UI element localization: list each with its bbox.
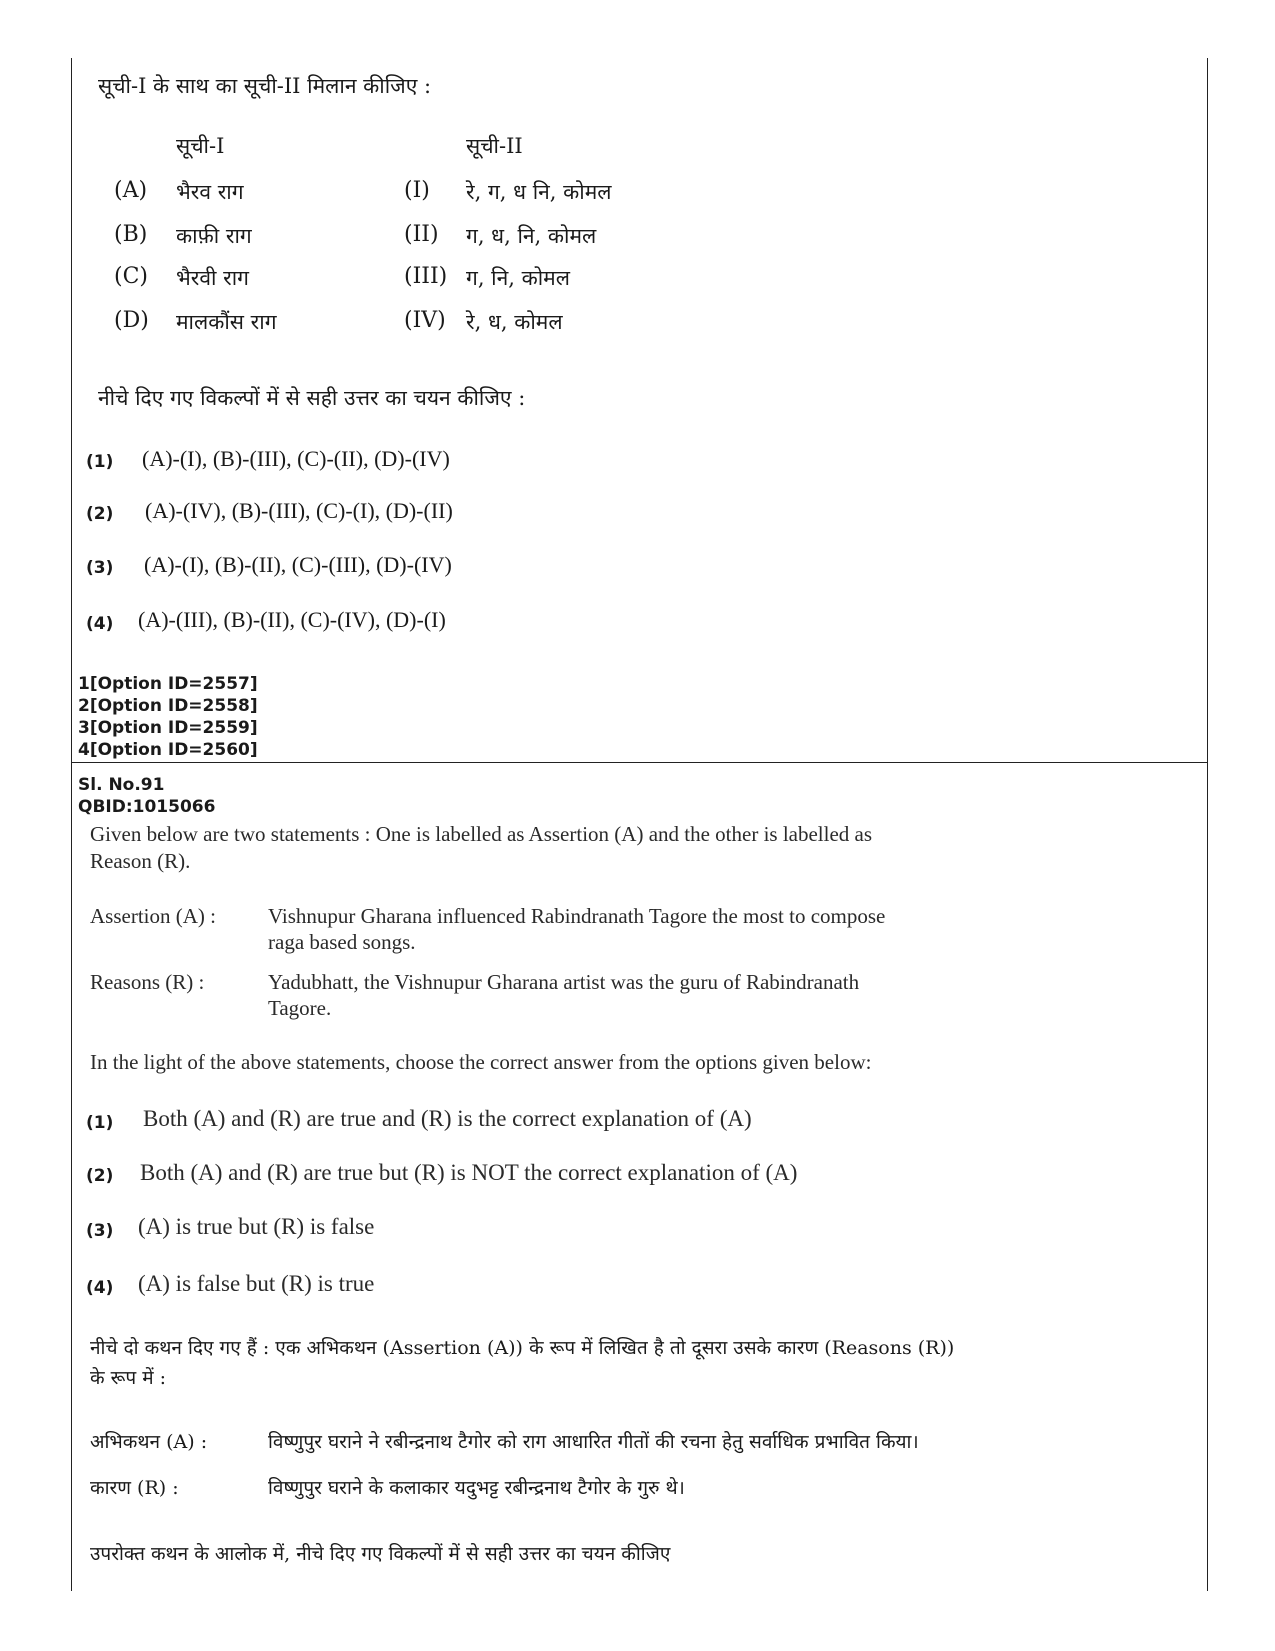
assertion-line1: Vishnupur Gharana influenced Rabindranath Tagore the most to compose [268, 904, 886, 928]
left-border [71, 58, 72, 1591]
option-number: (3) [86, 1221, 114, 1241]
list2-text: रे, ग, ध नि, कोमल [466, 180, 612, 204]
hindi-choose-text: उपरोक्त कथन के आलोक में, नीचे दिए गए विकल्पों में से सही उत्तर का चयन कीजिए [90, 1543, 671, 1565]
reason-line2: Tagore. [268, 996, 332, 1020]
list1-text: काफ़ी राग [176, 224, 252, 248]
option-number: (4) [86, 614, 114, 634]
option-text[interactable]: Both (A) and (R) are true and (R) is the correct explanation of (A) [143, 1106, 752, 1131]
question-separator [71, 762, 1208, 763]
hindi-intro-line2: के रूप में : [90, 1367, 167, 1389]
option-id: 1[Option ID=2557] [78, 674, 258, 694]
option-text[interactable]: (A)-(III), (B)-(II), (C)-(IV), (D)-(I) [138, 607, 446, 632]
reason-line1: Yadubhatt, the Vishnupur Gharana artist was the guru of Rabindranath [268, 970, 860, 994]
option-number: (4) [86, 1278, 114, 1298]
assertion-line2: raga based songs. [268, 930, 416, 954]
assertion-label: Assertion (A) : [90, 904, 216, 928]
option-number: (1) [86, 1113, 114, 1133]
list1-label: (C) [114, 264, 148, 289]
list2-text: ग, नि, कोमल [466, 266, 570, 290]
hindi-assertion-text: विष्णुपुर घराने ने रबीन्द्रनाथ टैगोर को राग आधारित गीतों की रचना हेतु सर्वाधिक प्रभावित किया। [268, 1431, 919, 1453]
list2-label: (I) [404, 178, 430, 203]
q90-choose-text: नीचे दिए गए विकल्पों में से सही उत्तर का चयन कीजिए : [98, 386, 526, 410]
option-text[interactable]: (A) is false but (R) is true [138, 1271, 375, 1296]
hindi-reason-label: कारण (R) : [90, 1477, 179, 1499]
list2-label: (III) [404, 264, 448, 289]
option-number: (2) [86, 1166, 114, 1186]
option-text[interactable]: (A)-(IV), (B)-(III), (C)-(I), (D)-(II) [145, 498, 453, 523]
list1-header: सूची-I [176, 134, 225, 158]
option-id: 4[Option ID=2560] [78, 740, 258, 760]
list2-text: ग, ध, नि, कोमल [466, 224, 597, 248]
serial-number: Sl. No.91 [78, 775, 165, 795]
q91-intro-line1: Given below are two statements : One is labelled as Assertion (A) and the other is labelled as [90, 822, 873, 846]
option-text[interactable]: (A)-(I), (B)-(II), (C)-(III), (D)-(IV) [144, 552, 452, 577]
list2-label: (IV) [404, 308, 446, 333]
q91-intro-line2: Reason (R). [90, 849, 191, 873]
question-header [78, 774, 215, 818]
option-number: (1) [86, 452, 114, 472]
option-text[interactable]: Both (A) and (R) are true but (R) is NOT the correct explanation of (A) [140, 1160, 798, 1185]
list2-header: सूची-II [466, 134, 523, 158]
option-id: 2[Option ID=2558] [78, 696, 258, 716]
qbid: QBID:1015066 [78, 797, 216, 817]
option-text[interactable]: (A) is true but (R) is false [138, 1214, 375, 1239]
option-id-list [78, 673, 258, 761]
list1-text: भैरव राग [176, 180, 244, 204]
list2-text: रे, ध, कोमल [466, 310, 563, 334]
list1-label: (A) [114, 178, 148, 203]
q91-choose-text: In the light of the above statements, choose the correct answer from the options given below: [90, 1050, 872, 1074]
reason-label: Reasons (R) : [90, 970, 205, 994]
option-text[interactable]: (A)-(I), (B)-(III), (C)-(II), (D)-(IV) [142, 446, 450, 471]
hindi-assertion-label: अभिकथन (A) : [90, 1431, 208, 1453]
right-border [1207, 58, 1208, 1591]
option-number: (2) [86, 504, 114, 524]
hindi-reason-text: विष्णुपुर घराने के कलाकार यदुभट्ट रबीन्द्रनाथ टैगोर के गुरु थे। [268, 1477, 685, 1499]
list1-text: मालकौंस राग [176, 310, 277, 334]
option-id: 3[Option ID=2559] [78, 718, 258, 738]
list1-label: (D) [114, 308, 149, 333]
list1-label: (B) [114, 222, 148, 247]
q90-instruction: सूची-I के साथ का सूची-II मिलान कीजिए : [98, 74, 432, 98]
list2-label: (II) [404, 222, 439, 247]
list1-text: भैरवी राग [176, 266, 249, 290]
option-number: (3) [86, 558, 114, 578]
hindi-intro-line1: नीचे दो कथन दिए गए हैं : एक अभिकथन (Assertion (A)) के रूप में लिखित है तो दूसरा उसके कारण (Reasons (R)) [90, 1337, 955, 1359]
